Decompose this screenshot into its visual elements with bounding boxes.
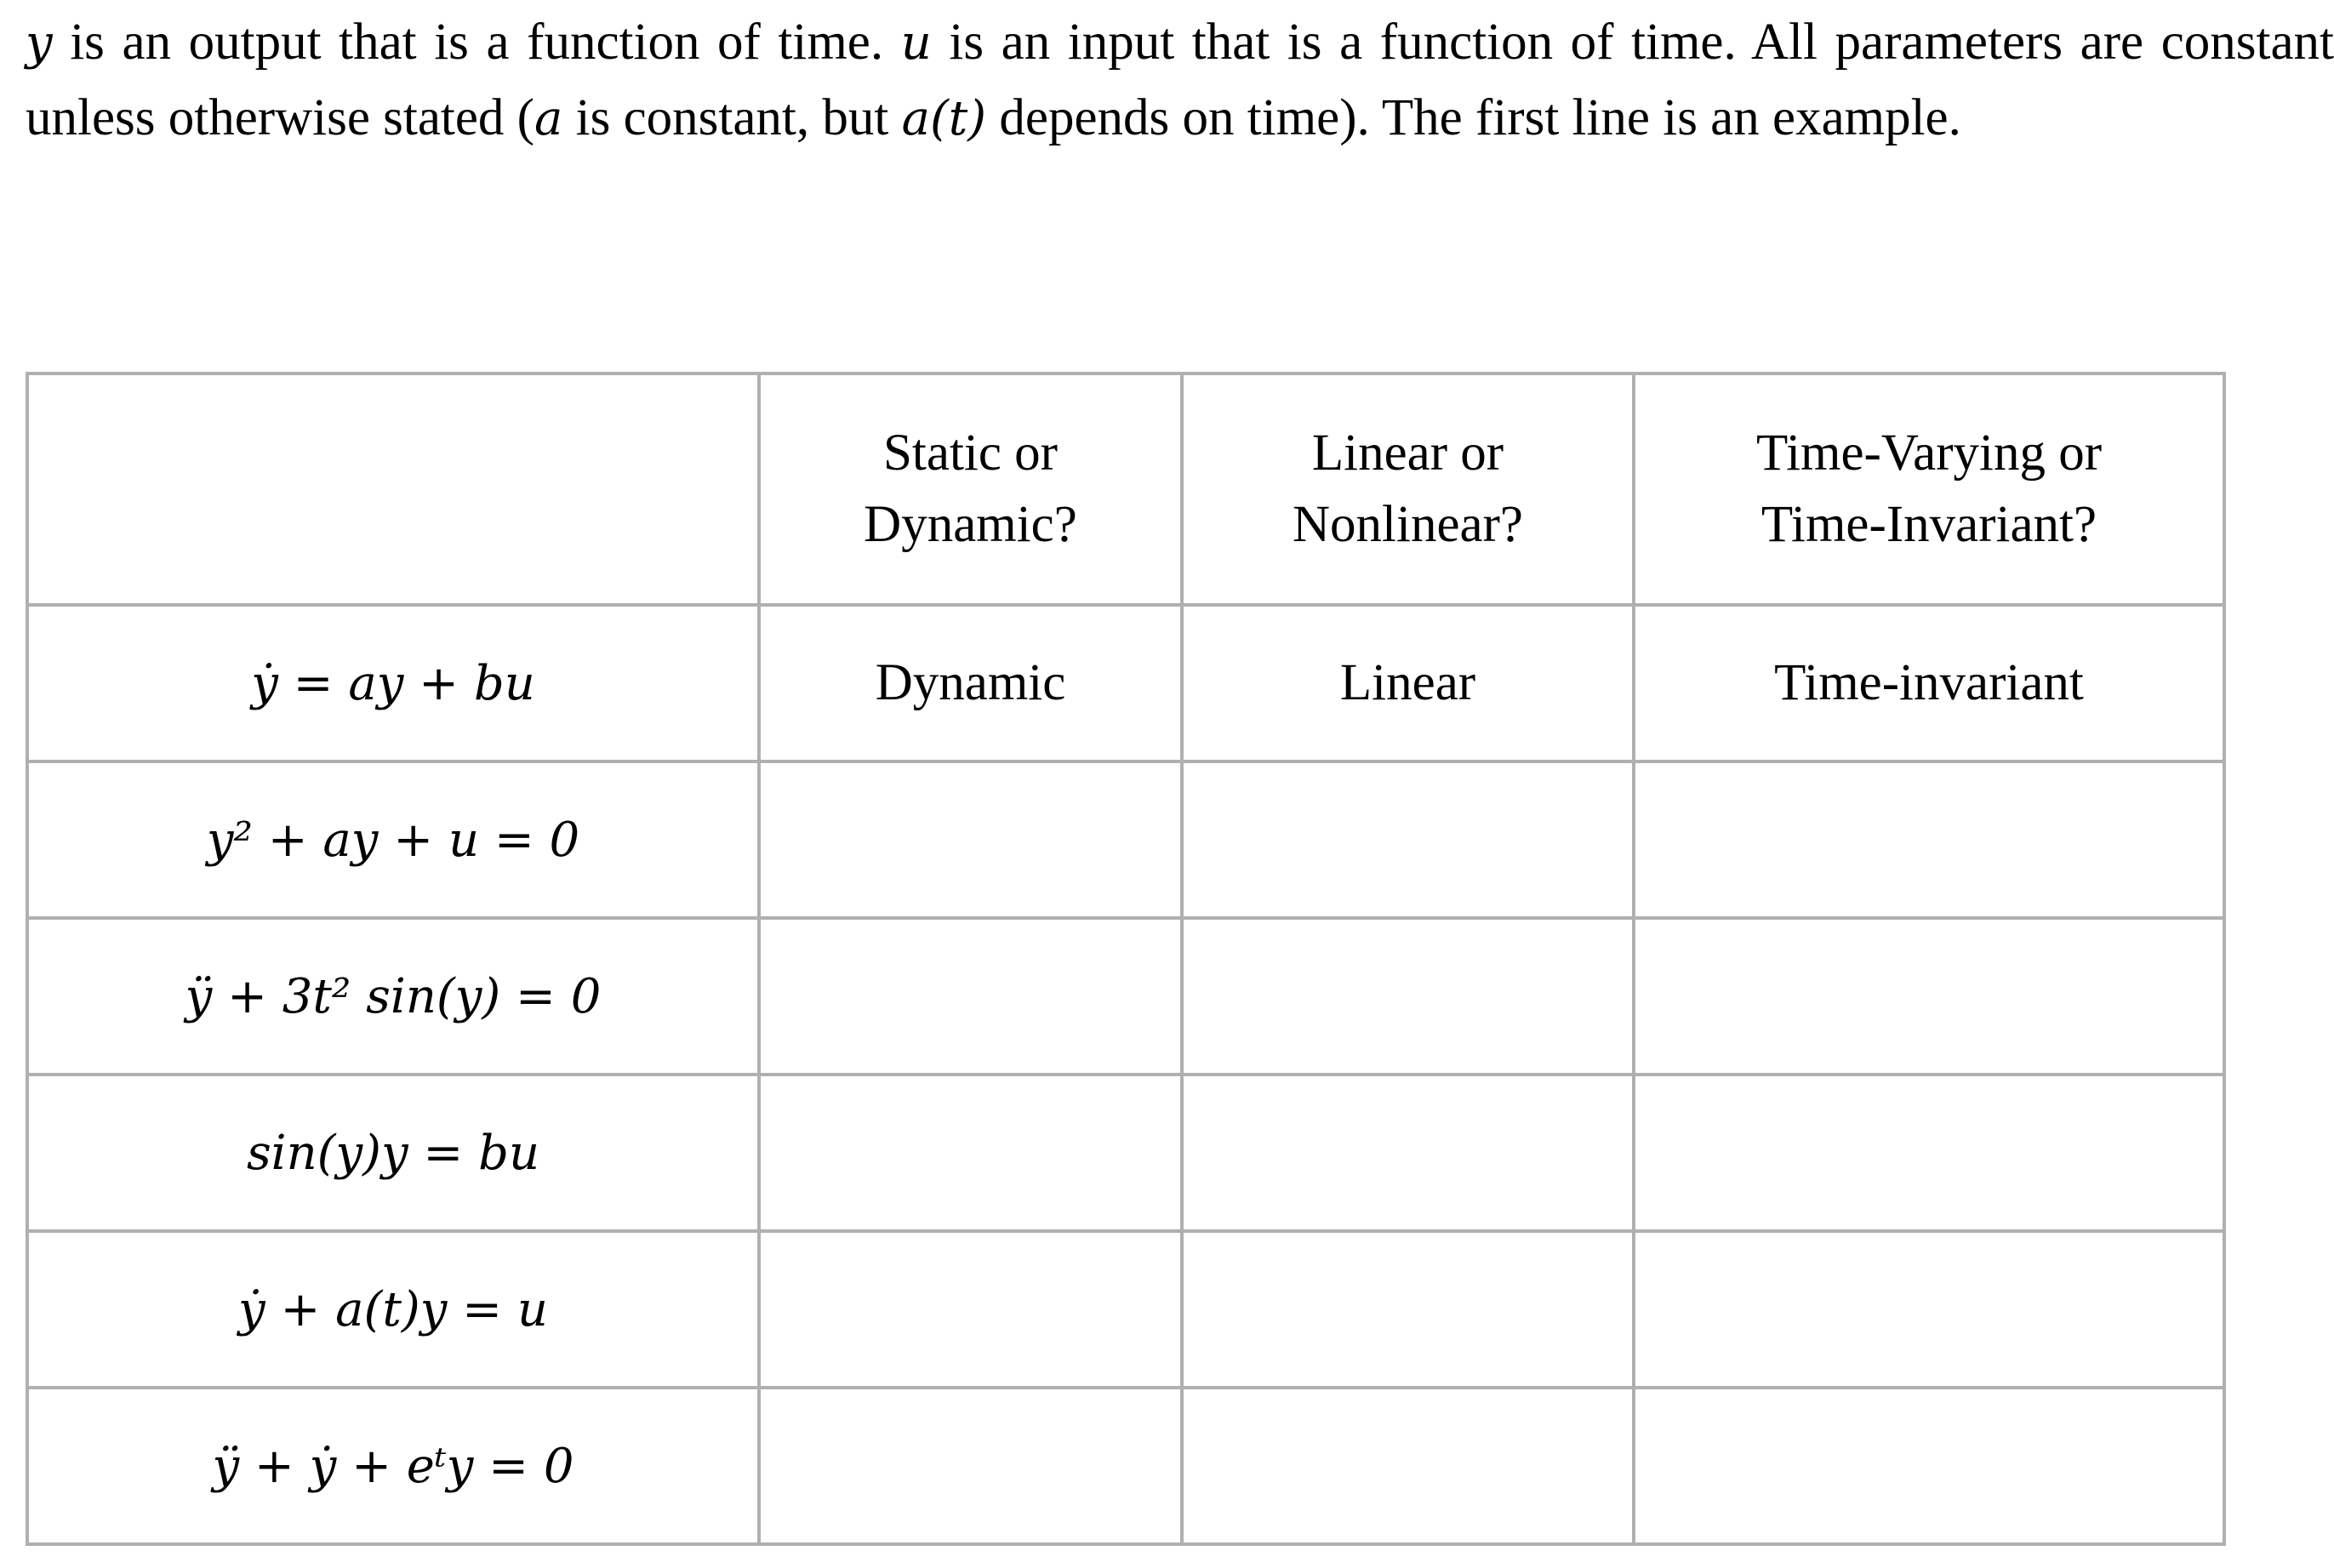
time-variance-cell[interactable] [1634, 1231, 2224, 1388]
table-row [27, 761, 2224, 918]
equation-cell [27, 605, 759, 761]
header-time-variance-line2: Time-Invariant? [1760, 496, 2097, 553]
linearity-cell[interactable] [1182, 1075, 1634, 1231]
header-static-dynamic-line2: Dynamic? [864, 496, 1077, 553]
linearity-cell[interactable] [1182, 918, 1634, 1075]
linearity-cell: Linear [1182, 605, 1634, 761]
equation: sin(y)y = bu [246, 1125, 540, 1181]
equation-cell [27, 1231, 759, 1388]
equation: ÿ + ẏ + eᵗy = 0 [212, 1438, 574, 1494]
equation-cell [27, 1388, 759, 1544]
header-time-variance [1634, 373, 2224, 605]
static-dynamic-cell[interactable] [759, 1231, 1182, 1388]
header-static-dynamic-line1: Static or [883, 425, 1058, 482]
linearity-cell[interactable] [1182, 1388, 1634, 1544]
static-dynamic-cell[interactable] [759, 1075, 1182, 1231]
header-static-dynamic [759, 373, 1182, 605]
linearity-cell[interactable] [1182, 1231, 1634, 1388]
static-dynamic-cell: Dynamic [759, 605, 1182, 761]
instructions-text-3: is constant, but [562, 89, 902, 146]
equation: y² + ay + u = 0 [206, 812, 580, 868]
static-dynamic-cell[interactable] [759, 918, 1182, 1075]
time-variance-cell[interactable] [1634, 918, 2224, 1075]
instructions-text-2: is an input that is a function of time. All parameters are constant unless otherwise stated ( [26, 14, 2334, 146]
table-row [27, 918, 2224, 1075]
header-linearity-line1: Linear or [1311, 425, 1504, 482]
static-dynamic-cell[interactable] [759, 1388, 1182, 1544]
table-row [27, 1075, 2224, 1231]
table-row [27, 605, 2224, 761]
equation-cell [27, 918, 759, 1075]
var-a: a [534, 91, 563, 146]
table-row [27, 1231, 2224, 1388]
var-y: y [26, 15, 53, 71]
header-equation-cell [27, 373, 759, 605]
header-row [27, 373, 2224, 605]
instructions-text-4: depends on time). The first line is an example. [986, 89, 1961, 146]
instructions-text-1: is an output that is a function of time. [52, 14, 901, 71]
header-time-variance-line1: Time-Varying or [1755, 425, 2103, 482]
time-variance-cell: Time-invariant [1634, 605, 2224, 761]
equation-cell [27, 761, 759, 918]
table-row [27, 1388, 2224, 1544]
linearity-cell[interactable] [1182, 761, 1634, 918]
time-variance-cell[interactable] [1634, 761, 2224, 918]
classification-table [26, 372, 2226, 1546]
var-a-of-t: a(t) [901, 91, 987, 146]
time-variance-cell[interactable] [1634, 1075, 2224, 1231]
header-linearity-line2: Nonlinear? [1293, 496, 1523, 553]
equation: ẏ + a(t)y = u [238, 1281, 548, 1337]
equation: ẏ = ay + bu [251, 655, 535, 711]
static-dynamic-cell[interactable] [759, 761, 1182, 918]
equation-cell [27, 1075, 759, 1231]
instructions-paragraph [26, 5, 2334, 157]
equation: ÿ + 3t² sin(y) = 0 [185, 968, 602, 1024]
header-linearity [1182, 373, 1634, 605]
time-variance-cell[interactable] [1634, 1388, 2224, 1544]
var-u: u [900, 15, 932, 71]
